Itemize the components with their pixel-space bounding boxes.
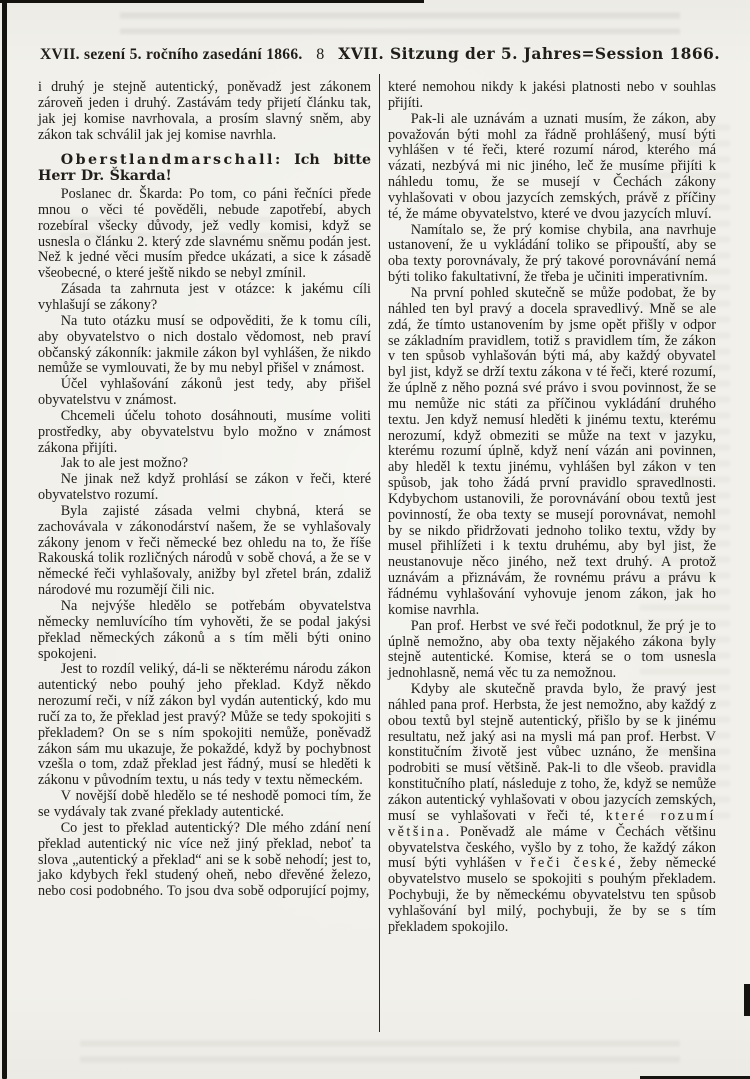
emphasized-text: Oberstlandmarschall [60, 152, 275, 169]
body-paragraph: které nemohou nikdy k jakési platnosti nebo v souhlas přijíti. [388, 79, 716, 111]
emphasized-text: řeči české [530, 855, 618, 872]
body-paragraph: Na nejvýše hledělo se potřebám obyvatelstva německy nemluvícího tím vyhověti, že se podal jakýsi překlad německých zákonů a s tím měli býti onino spokojeni. [38, 598, 371, 662]
body-paragraph: Účel vyhlašování zákonů jest tedy, aby přišel obyvatelstvu v známost. [38, 376, 371, 409]
body-paragraph: Na první pohled skutečně se může podobat, že by náhled ten byl pravý a docela spravedlivý. Mně se ale zdá, že tímto ustanovením by jsme opět přišly v odpor se základním pravidlem, totiž s pravidlem tím, že zákon v ten spůsob vyhlašován býti má, aby každý obyvatel byl jist, když se drží textu zákona v té řeči, které rozumí, že úplně z něho pozná své právo i svou povinnost, že se mu nemůže nic státi za příčinou vykládání druhého textu. Jen když nemusí hleděti k jinému textu, kterému nerozumí, když obmeziti se může na text v jazyku, kterému rozumí úplně, když není vázán ani povinnen, aby hleděl k textu jinému, vyhlášen byl zákon v ten spůsob, jak toho žádá první pravidlo spravedlnosti. Kdybychom ustanovili, že porovnávání obou textů jest povinností, že oba texty se musejí porovnávat, nemohl by se nikdo přidržovati jednoho toliko textu, vždy by musel přihlížeti i k textu druhému, aby byl jist, že neustanovuje něco jiného, než text druhý. A protož uznávám a přiznávám, že rovnému právu a právu k řádnému vyhlašování vyhovuje jenom zákon, jak ho komise navrhla. [388, 284, 716, 618]
bleedthrough-artifact-bottom [80, 1036, 680, 1070]
page-header [40, 44, 720, 64]
speaker-heading-fraktur: Oberstlandmarschall: Ich bitte Herr Dr. Škarda! [38, 152, 371, 185]
body-paragraph: Chcemeli účelu tohoto dosáhnouti, musíme voliti prostředky, aby obyvatelstvu bylo možno v známost zákona přijíti. [38, 407, 371, 456]
body-paragraph: Ne jinak než když prohlásí se zákon v řeči, které obyvatelstvo rozumí. [38, 471, 371, 504]
body-paragraph: Na tuto otázku musí se odpověditi, že k tomu cíli, aby obyvatelstvo o nich dostalo vědomost, neb praví občanský zákonník: jakmile zákon byl vyhlášen, že nikdo nemůže se vymlouvati, že by mu nebyl přišel v známost. [38, 312, 371, 377]
scan-edge-artifact-left [2, 0, 7, 1079]
scan-edge-artifact-right [744, 984, 750, 1016]
body-paragraph: Namítalo se, že prý komise chybila, ana navrhuje ustanovení, že u vykládání toliko se připouští, aby se oba texty porovnávaly, že prý takové porovnávání nemá býti toliko fakultativní, že třeba je učiniti imperativním. [388, 221, 716, 286]
header-title-czech: XVII. sezení 5. ročního zasedání 1866. [40, 46, 303, 63]
scan-edge-artifact-top [0, 0, 424, 3]
page-number: 8 [316, 46, 325, 63]
body-paragraph: i druhý je stejně autentický, poněvadž jest zákonem zároveň jeden i druhý. Zastávám tedy přijetí článku tak, jak jej komise navrhovala, a prosím slavný sněm, aby zákon tak schválil jak jej komise navrhla. [38, 79, 371, 143]
body-paragraph: Poslanec dr. Škarda: Po tom, co páni řečníci přede mnou o věci té pověděli, nebude zapotřebí, abych rozebíral všecky důvody, jež vedly komisi, když se usnesla o článku 2. který zde slavnému sněmu podán jest. Než k jedné věci musím předce ukázati, a sice k zásadě všeobecné, o které ještě nikdo se nebyl zmínil. [38, 186, 371, 282]
header-title-german-fraktur: XVII. Sitzung der 5. Jahres=Session 1866. [338, 44, 720, 63]
body-paragraph: Pak-li ale uznávám a uznati musím, že zákon, aby považován býti mohl za řádně prohlášený, musí býti vyhlášen v té řeči, které rozumí národ, kterého má vázati, nezbývá mi nic jiného, leč že musíme přijíti k náhledu tomu, že se musejí v Čechách zákony vyhlašovati v obou jazycích zemských, právě z příčiny té, že máme obyvatelstvo, které ve dvou jazycích mluví. [388, 110, 716, 222]
body-paragraph: Zásada ta zahrnuta jest v otázce: k jakému cíli vyhlašují se zákony? [38, 281, 371, 313]
text-columns [38, 80, 716, 936]
body-paragraph: Byla zajisté zásada velmi chybná, která se zachovávala v zákonodárství našem, že se vyhlašovaly zákony jenom v řeči německé bez ohledu na to, že říše Rakouská tolik rozličných národů v sobě chová, a že se v německé řeči vyhlašovaly, anižby byl zřetel brán, zdaliž národové mu rozumějí čili nic. [38, 502, 371, 599]
bleedthrough-artifact-top [120, 8, 680, 34]
body-paragraph: Pan prof. Herbst ve své řeči podotknul, že prý je to úplně nemožno, aby oba texty nějakého zákona byly stejně autentické. Komise, která se o tom usnesla jednohlasně, nemá věc tu za nemožnou. [388, 617, 716, 682]
body-paragraph: Jak to ale jest možno? [60, 455, 189, 472]
column-divider-rule [379, 74, 380, 1032]
emphasized-text: které rozumí většina [388, 807, 716, 840]
body-paragraph: Co jest to překlad autentický? Dle mého zdání není překlad autentický nic více než jiný překlad, neboť ta slova „autentický a překlad“ ani se k sobě nehodí; jest to, jako kdybych řekl studený oheň, nebo dřevěné železo, nebo cosi podobného. To jsou dva sobě odporující pojmy, [38, 819, 371, 900]
column-right [388, 80, 716, 936]
body-paragraph: Kdyby ale skutečně pravda bylo, že pravý jest náhled pana prof. Herbsta, že jest nemožno, aby každý z obou textů byl stejně autentický, přišlo by se k jinému resultatu, než jaký asi na mysli má pan prof. Herbst. V konstitučním životě jest vůbec uznáno, že menšina podrobiti se musí většině. Pak-li to dle všeob. pravidla konstitučního platí, následuje z toho, že, když se nemůže zákon autentický vyhlašovati v obou jazycích zemských, musí se vyhlašovati v řeči té, které rozumí většina. Poněvadž ale máme v Čechách většinu obyvatelstva českého, vyšlo by z toho, že každý zákon musí býti vyhlášen v řeči české, žeby německé obyvatelstvo muselo se spokojiti s pouhým překladem. Pochybuji, že by německému obyvatelstvu ten spůsob vyhlašování byl milý, pochybuji, že by se s tím překladem spokojilo. [388, 681, 716, 935]
column-left [38, 80, 371, 936]
body-paragraph: V novější době hledělo se té neshodě pomoci tím, že se vydávaly tak zvané překlady autentické. [38, 788, 371, 820]
body-paragraph: Jest to rozdíl veliký, dá-li se některému národu zákon autentický nebo pouhý jeho překlad. Když někdo nerozumí reči, v níž zákon byl vydán autentický, kdo mu ručí za to, že překlad jest pravý? Může se tedy spokojiti s překladem? On se s ním spokojiti nemůže, poněvadž zákon sám mu ukazuje, že pokaždé, když by pochybnost vzešla o tom, zdaž překlad jest řádný, musí se hleděti k zákonu v původním textu, u nás tedy v textu německém. [38, 661, 371, 789]
